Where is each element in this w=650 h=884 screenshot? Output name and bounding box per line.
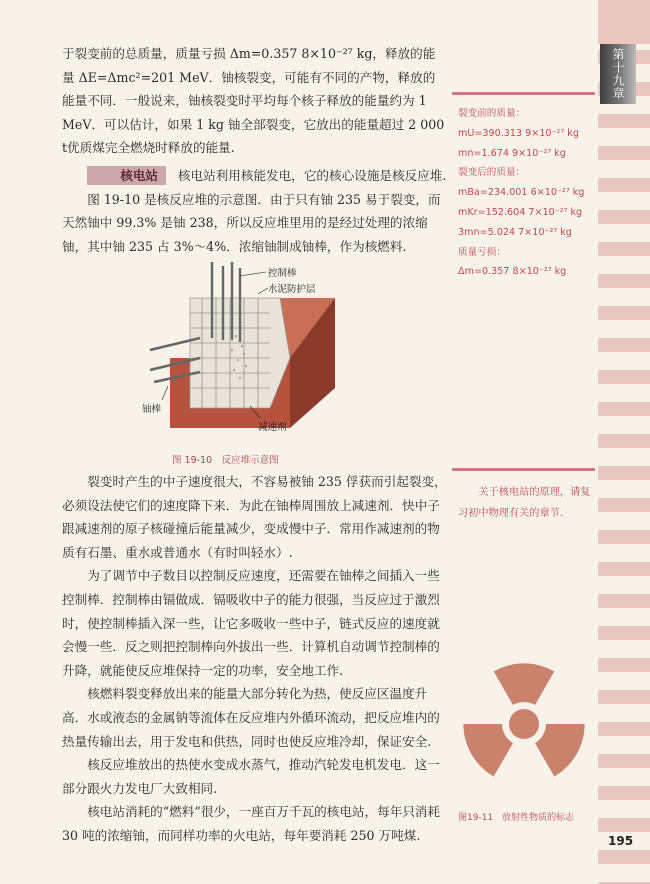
paragraph-control-rods: 为了调节中子数目以控制反应速度，还需要在铀棒之间插入一些控制棒．控制棒由镉做成．镉吸收中子的能力很强，当反应过于激烈时，使控制棒插入深一些，让它多吸收一些中子，链式反应的速度就会慢一些．反之则把控制棒向外拔出一些．计算机自动调节控制棒的升降，就能使反应堆保持一定的功率，安全地工作. bbox=[62, 568, 440, 678]
figure-caption: 图 19-10 反应堆示意图 bbox=[172, 455, 279, 466]
side-stripe-bar bbox=[598, 0, 650, 884]
note-line: mKr=152.604 7×10⁻²⁷ kg bbox=[458, 206, 583, 218]
page-number: 195 bbox=[608, 834, 634, 848]
paragraph-fuel: 核电站消耗的“燃料”很少，一座百万千瓦的核电站，每年只消耗 30 吨的浓缩铀，而同样功率的火电站，每年要消耗 250 万吨煤. bbox=[62, 804, 441, 843]
radiation-symbol bbox=[462, 662, 586, 786]
note-line: Δm=0.357 8×10⁻²⁷ kg bbox=[458, 266, 567, 278]
main-text-top bbox=[62, 42, 447, 258]
note-line: 裂变前的质量： bbox=[458, 108, 526, 119]
fuel-grid bbox=[190, 298, 270, 408]
note-line: mn=1.674 9×10⁻²⁷ kg bbox=[458, 147, 566, 159]
radiation-caption: 图19-11 放射性物质的标志 bbox=[458, 813, 575, 823]
note-line: 质量亏损： bbox=[458, 246, 506, 258]
paragraph-neutrons: 裂变时产生的中子速度很大，不容易被铀 235 俘获而引起裂变，必须设法使它们的速度降下来．为此在铀棒周围放上减速剂．快中子跟减速剂的原子核碰撞后能量减少，变成慢中子．常用作减速剂的物质有石墨、重水或普通水（有时叫轻水）. bbox=[62, 474, 447, 560]
section-label: 核电站 bbox=[87, 166, 166, 185]
note-line: 3mn=5.024 7×10⁻²⁷ kg bbox=[458, 226, 572, 238]
paragraph-steam: 核反应堆放出的热使水变成水蒸气，推动汽轮发电机发电．这一部分跟火力发电厂大致相同. bbox=[62, 757, 440, 796]
label-moderator: 减速剂 bbox=[258, 422, 287, 433]
paragraph-heat: 核燃料裂变释放出来的能量大部分转化为热，使反应区温度升高．水或液态的金属钠等流体在反应堆内外循环流动，把反应堆内的热量传输出去，用于发电和供热，同时也使反应堆冷却，保证安全. bbox=[62, 686, 440, 749]
note-line: mU=390.313 9×10⁻²⁷ kg bbox=[458, 127, 579, 139]
section-intro bbox=[62, 164, 447, 188]
side-note-review: 关于核电站的原理，请复习初中物理有关的章节. bbox=[458, 487, 591, 519]
side-bar-top bbox=[598, 0, 650, 44]
reactor-figure bbox=[140, 258, 365, 438]
section-lead: 核电站利用核能发电，它的核心设施是核反应堆. bbox=[177, 167, 447, 183]
label-uranium-rod: 铀棒 bbox=[142, 404, 162, 415]
paragraph-continuation: 于裂变前的总质量，质量亏损 Δm=0.357 8×10⁻²⁷ kg，释放的能量 ΔE=Δmc²=201 MeV．铀核裂变，可能有不同的产物，释放的能量不同．一般说来，铀核裂变时平均每个核子释放的能量约为 1 MeV．可以估计，如果 1 kg 铀全部裂变，它放出的能量超过 2 000 t优质煤完全燃烧时释放的能量. bbox=[62, 46, 445, 156]
label-concrete: 水泥防护层 bbox=[268, 284, 316, 295]
reactor-diagram bbox=[140, 258, 365, 438]
label-control-rod: 控制棒 bbox=[268, 268, 297, 279]
side-note-masses bbox=[458, 104, 598, 282]
note-rule-top bbox=[452, 92, 595, 95]
trefoil-center bbox=[509, 709, 539, 739]
note-line: mBa=234.001 6×10⁻²⁷ kg bbox=[458, 187, 585, 199]
chapter-tab: 第十九章 bbox=[600, 44, 636, 104]
paragraph-fig-intro: 图 19-10 是核反应堆的示意图．由于只有铀 235 易于裂变，而天然铀中 99.3% 是铀 238，所以反应堆里用的是经过处理的浓缩铀，其中铀 235 占 3%～4%．浓缩铀制成铀棒，作为核燃料. bbox=[62, 191, 441, 254]
note-rule-review bbox=[452, 468, 595, 471]
main-text-bottom bbox=[62, 470, 450, 848]
note-line: 裂变后的质量： bbox=[458, 167, 526, 179]
